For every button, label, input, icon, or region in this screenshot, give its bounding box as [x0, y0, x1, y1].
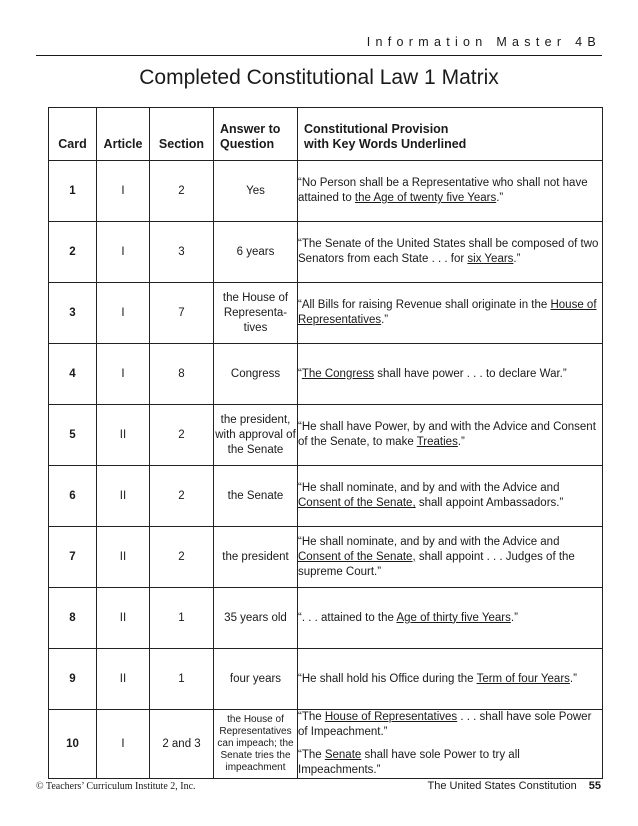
provision-cell — [298, 710, 603, 779]
section-number: 7 — [150, 283, 214, 344]
article-number: I — [97, 710, 150, 779]
table-row — [49, 649, 603, 710]
page-title: Completed Constitutional Law 1 Matrix — [139, 66, 499, 89]
provision-text — [298, 176, 602, 206]
column-header-provision-line1: Constitutional Provision — [304, 122, 449, 136]
card-number: 10 — [49, 710, 97, 779]
answer-cell: Yes — [214, 161, 298, 222]
article-number: II — [97, 405, 150, 466]
key-words-underlined: Consent of the Senate, — [298, 550, 416, 563]
provision-segment: .” — [457, 436, 465, 448]
article-number: II — [97, 649, 150, 710]
card-number: 2 — [49, 222, 97, 283]
answer-cell: the House of Representatives can impeach; the Senate tries the impeachment — [214, 710, 298, 779]
provision-text — [298, 298, 602, 328]
page-header-label: Information Master 4B — [366, 35, 601, 49]
key-words-underlined: the Age of twenty five Years — [354, 192, 497, 204]
provision-segment: “He shall have Power, by and with the Advice and Consent of the Senate, to make — [298, 421, 596, 448]
provision-segment: “ — [298, 367, 302, 380]
card-number: 5 — [49, 405, 97, 466]
card-number: 7 — [49, 527, 97, 588]
section-number: 2 and 3 — [150, 710, 214, 779]
provision-cell — [298, 283, 603, 344]
column-header-answer-line1: Answer to — [220, 122, 281, 136]
provision-segment: .” — [569, 672, 577, 685]
table-row — [49, 710, 603, 779]
provision-text — [298, 367, 602, 382]
table-row — [49, 161, 603, 222]
answer-cell: 35 years old — [214, 588, 298, 649]
section-number: 8 — [150, 344, 214, 405]
provision-segment: shall appoint . . . Judges of the supreme Court.” — [298, 550, 575, 578]
key-words-underlined: Treaties — [416, 436, 458, 448]
provision-segment: “He shall hold his Office during the — [298, 672, 477, 685]
provision-cell — [298, 588, 603, 649]
answer-cell: the Senate — [214, 466, 298, 527]
provision-segment: “All Bills for raising Revenue shall originate in the — [298, 299, 551, 311]
provision-segment: .” — [496, 192, 504, 204]
header-divider — [36, 55, 602, 56]
provision-segment: .” — [510, 611, 518, 624]
section-number: 3 — [150, 222, 214, 283]
provision-text — [298, 710, 602, 740]
card-number: 3 — [49, 283, 97, 344]
article-number: I — [97, 222, 150, 283]
answer-cell: the House of Representa-tives — [214, 283, 298, 344]
provision-cell — [298, 344, 603, 405]
table-row — [49, 222, 603, 283]
key-words-underlined: Term of four Years — [476, 672, 570, 685]
article-number: II — [97, 466, 150, 527]
provision-cell — [298, 222, 603, 283]
provision-text — [298, 672, 602, 687]
provision-cell — [298, 527, 603, 588]
section-number: 2 — [150, 405, 214, 466]
answer-cell: 6 years — [214, 222, 298, 283]
key-words-underlined: House of Representatives — [324, 711, 458, 723]
article-number: I — [97, 283, 150, 344]
provision-cell — [298, 649, 603, 710]
provision-text — [298, 420, 602, 450]
answer-cell: Congress — [214, 344, 298, 405]
copyright-notice: © Teachers’ Curriculum Institute 2, Inc. — [36, 781, 196, 792]
key-words-underlined: Senate — [324, 749, 362, 761]
key-words-underlined: six Years — [467, 253, 514, 265]
answer-cell: the president — [214, 527, 298, 588]
book-title: The United States Constitution — [427, 780, 577, 792]
provision-cell — [298, 405, 603, 466]
column-header-card: Card — [49, 108, 97, 161]
table-row — [49, 527, 603, 588]
provision-cell — [298, 466, 603, 527]
card-number: 9 — [49, 649, 97, 710]
section-number: 1 — [150, 649, 214, 710]
table-row — [49, 588, 603, 649]
key-words-underlined: Age of thirty five Years — [396, 611, 511, 624]
provision-segment: “The — [298, 711, 325, 723]
table-row — [49, 405, 603, 466]
table-header-row — [49, 108, 603, 161]
provision-segment: . . . shall have sole Power of Impeachment.” — [298, 711, 592, 738]
key-words-underlined: The Congress — [301, 367, 375, 380]
key-words-underlined: House of Representatives — [298, 299, 597, 326]
card-number: 6 — [49, 466, 97, 527]
table-row — [49, 344, 603, 405]
column-header-answer-line2: Question — [220, 137, 275, 151]
provision-segment: “The — [298, 749, 325, 761]
column-header-section: Section — [150, 108, 214, 161]
section-number: 2 — [150, 527, 214, 588]
column-header-provision-line2: with Key Words Underlined — [304, 137, 467, 151]
card-number: 4 — [49, 344, 97, 405]
article-number: II — [97, 527, 150, 588]
provision-segment: “No Person shall be a Representative who shall not have attained to — [298, 177, 588, 204]
answer-cell: four years — [214, 649, 298, 710]
article-number: II — [97, 588, 150, 649]
provision-text — [298, 535, 602, 580]
provision-segment: .” — [513, 253, 521, 265]
section-number: 1 — [150, 588, 214, 649]
answer-cell: the president, with approval of the Senate — [214, 405, 298, 466]
provision-cell — [298, 161, 603, 222]
card-number: 8 — [49, 588, 97, 649]
provision-segment: “He shall nominate, and by and with the Advice and — [298, 535, 560, 548]
provision-segment: “He shall nominate, and by and with the Advice and — [298, 482, 560, 494]
table-row — [49, 283, 603, 344]
section-number: 2 — [150, 466, 214, 527]
section-number: 2 — [150, 161, 214, 222]
table-row — [49, 466, 603, 527]
footer-right — [428, 780, 601, 792]
constitutional-law-matrix — [48, 107, 603, 779]
provision-text — [298, 481, 602, 511]
provision-segment: shall have power . . . to declare War.” — [374, 367, 567, 380]
provision-text — [298, 611, 602, 626]
provision-segment: shall appoint Ambassadors.” — [415, 497, 564, 509]
provision-segment: “The Senate of the United States shall be composed of two Senators from each State . . . for — [298, 238, 599, 265]
provision-text — [298, 748, 602, 778]
column-header-answer — [214, 108, 298, 161]
provision-segment: “. . . attained to the — [298, 611, 397, 624]
page-number: 55 — [588, 780, 601, 792]
provision-text — [298, 237, 602, 267]
article-number: I — [97, 161, 150, 222]
provision-segment: shall have sole Power to try all Impeachments.” — [298, 749, 520, 776]
table-body — [49, 161, 603, 779]
column-header-provision — [298, 108, 603, 161]
provision-segment: .” — [381, 314, 389, 326]
column-header-article: Article — [97, 108, 150, 161]
article-number: I — [97, 344, 150, 405]
card-number: 1 — [49, 161, 97, 222]
key-words-underlined: Consent of the Senate, — [298, 497, 416, 509]
